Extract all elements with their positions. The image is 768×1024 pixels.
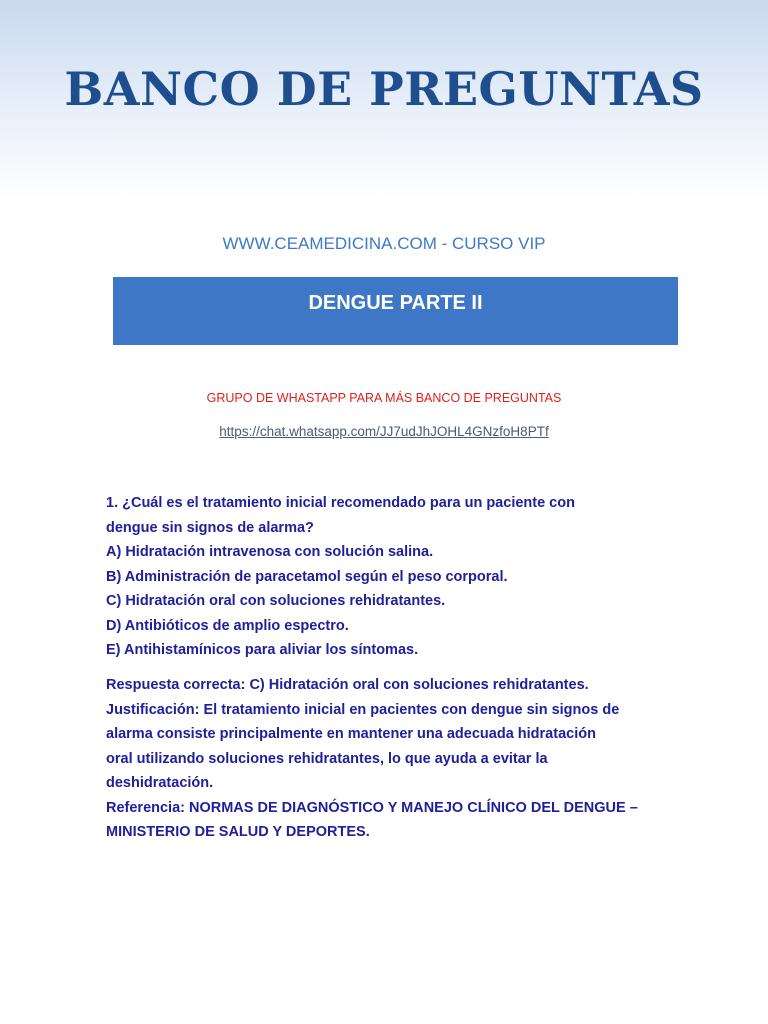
option-e: E) Antihistamínicos para aliviar los síntomas. <box>106 642 419 658</box>
question-text-line: 1. ¿Cuál es el tratamiento inicial recomendado para un paciente con <box>106 495 575 511</box>
whatsapp-group-link[interactable]: https://chat.whatsapp.com/JJ7udJhJOHL4GNzfoH8PTf <box>219 424 549 439</box>
question-block <box>106 491 666 663</box>
justification-line: oral utilizando soluciones rehidratantes, lo que ayuda a evitar la <box>106 750 548 767</box>
topic-banner <box>113 277 678 345</box>
option-c: C) Hidratación oral con soluciones rehidratantes. <box>106 593 446 609</box>
option-d: D) Antibióticos de amplio espectro. <box>106 617 349 634</box>
option-b: B) Administración de paracetamol según el peso corporal. <box>106 568 508 585</box>
justification-line: Justificación: El tratamiento inicial en pacientes con dengue sin signos de <box>106 701 620 718</box>
page-title: BANCO DE PREGUNTAS <box>64 62 704 116</box>
answer-block <box>106 673 666 845</box>
justification-line: alarma consiste principalmente en mantener una adecuada hidratación <box>106 726 596 742</box>
reference-line: Referencia: NORMAS DE DIAGNÓSTICO Y MANEJO CLÍNICO DEL DENGUE – <box>106 799 638 816</box>
question-text-line: dengue sin signos de alarma? <box>106 519 314 536</box>
option-a: A) Hidratación intravenosa con solución salina. <box>106 544 434 560</box>
site-url-text: WWW.CEAMEDICINA.COM - CURSO VIP <box>222 234 546 253</box>
correct-answer: Respuesta correcta: C) Hidratación oral con soluciones rehidratantes. <box>106 677 589 693</box>
reference-line: MINISTERIO DE SALUD Y DEPORTES. <box>106 824 370 840</box>
whatsapp-group-note: GRUPO DE WHASTAPP PARA MÁS BANCO DE PREGUNTAS <box>206 391 562 405</box>
justification-line: deshidratación. <box>106 775 214 791</box>
topic-title: DENGUE PARTE II <box>308 292 483 314</box>
